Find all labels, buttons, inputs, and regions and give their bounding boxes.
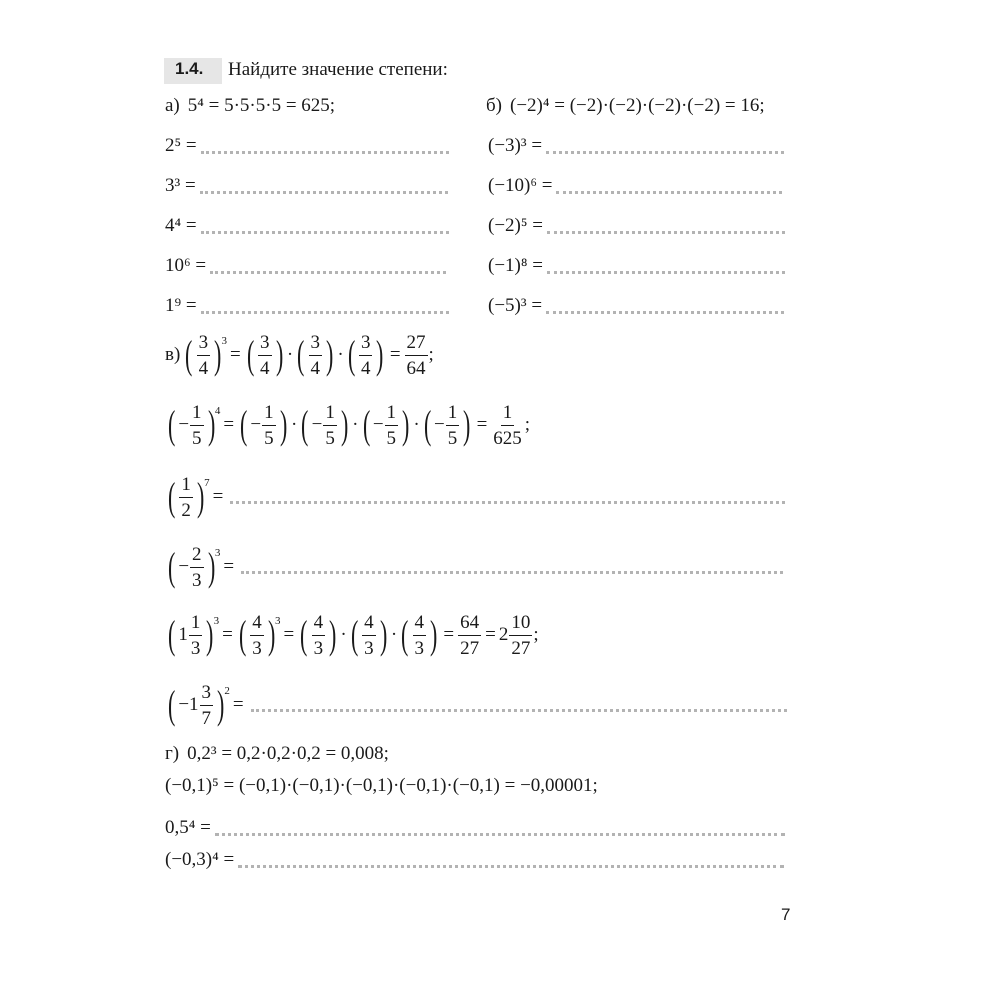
part-g-example-2: (−0,1)⁵ = (−0,1)·(−0,1)·(−0,1)·(−0,1)·(−0,1) = −0,00001; — [165, 775, 598, 796]
exercise-expression: (−10)⁶ = — [488, 175, 553, 196]
part-v-example-2: ( − $\frac{1}{5}$ ) 4 = ( − $\frac{1}{5}$ ) · ( − $\frac{1}{5}$ ) · ( − $\frac{1}{5}$ ) · ( − $\frac{1}{5}$ ) = $\frac{1}{625}$ ; — [167, 401, 531, 449]
answer-blank[interactable] — [201, 231, 449, 234]
answer-blank[interactable] — [546, 311, 784, 314]
answer-blank[interactable] — [230, 501, 785, 504]
exercise-expression: (−3)³ = — [488, 135, 543, 156]
answer-blank[interactable] — [546, 151, 784, 154]
part-b-marker: б) — [486, 95, 502, 116]
part-v-marker: в) — [165, 344, 181, 365]
exercise-row — [165, 246, 446, 286]
exercise-row — [165, 166, 448, 206]
result-fraction: $\frac{27}{64}$ — [406, 331, 426, 379]
part-g-example-2-row — [165, 766, 598, 806]
exercise-row — [488, 126, 784, 166]
fraction: $\frac{3}{4}$ — [198, 331, 209, 379]
exercise-row: ( − 1 $\frac{3}{7}$ ) 2 = — [165, 676, 787, 734]
exercise-expression: 4⁴ = — [165, 215, 197, 236]
part-a-example: 5⁴ = 5·5·5·5 = 625; — [187, 95, 336, 116]
exercise-expression: (−1)⁸ = — [488, 255, 543, 276]
answer-blank[interactable] — [547, 231, 785, 234]
answer-blank[interactable] — [241, 571, 783, 574]
exercise-row — [165, 126, 449, 166]
answer-blank[interactable] — [556, 191, 782, 194]
exercise-row: ( $\frac{1}{2}$ ) 7 = — [165, 468, 785, 526]
exercise-row — [165, 206, 449, 246]
exercise-expression: 2⁵ = — [165, 135, 197, 156]
part-g-example-1: 0,2³ = 0,2·0,2·0,2 = 0,008; — [187, 743, 389, 764]
exercise-expression: 1⁹ = — [165, 295, 197, 316]
exercise-row — [488, 246, 785, 286]
part-a-marker: а) — [165, 95, 180, 116]
exercise-expression: (−0,3)⁴ = — [165, 849, 235, 870]
exercise-expression: 10⁶ = — [165, 255, 207, 276]
task-title: Найдите значение степени: — [228, 59, 448, 80]
answer-blank[interactable] — [547, 271, 785, 274]
exercise-row: ( − $\frac{2}{3}$ ) 3 = — [165, 538, 783, 596]
exercise-expression: (−2)⁵ = — [488, 215, 543, 236]
part-v-example-1: в) ( $\frac{3}{4}$ ) 3 = ( $\frac{3}{4}$ ) · ( $\frac{3}{4}$ ) · ( $\frac{3}{4}$ ) = $\frac{27}{64}$ ; — [165, 331, 434, 379]
part-b-example-row — [486, 86, 765, 126]
answer-blank[interactable] — [251, 709, 787, 712]
exercise-row — [488, 166, 782, 206]
answer-blank[interactable] — [210, 271, 446, 274]
answer-blank[interactable] — [215, 833, 785, 836]
exercise-expression: (−5)³ = — [488, 295, 543, 316]
part-a-example-row — [165, 86, 335, 126]
exercise-row — [165, 840, 784, 880]
part-g-marker: г) — [165, 743, 180, 764]
exercise-row — [488, 206, 785, 246]
task-number: 1.4. — [175, 59, 204, 78]
answer-blank[interactable] — [201, 311, 449, 314]
result-fraction: $\frac{1}{625}$ — [493, 401, 522, 449]
part-b-example: (−2)⁴ = (−2)·(−2)·(−2)·(−2) = 16; — [510, 95, 765, 116]
exercise-row — [165, 286, 449, 326]
exercise-row — [488, 286, 784, 326]
answer-blank[interactable] — [238, 865, 784, 868]
answer-blank[interactable] — [201, 151, 449, 154]
page-number: 7 — [781, 905, 791, 924]
exercise-expression: 3³ = — [165, 175, 196, 196]
exercise-expression: 0,5⁴ = — [165, 817, 211, 838]
answer-blank[interactable] — [200, 191, 448, 194]
part-v-example-3: ( 1 $\frac{1}{3}$ ) 3 = ( $\frac{4}{3}$ ) 3 = ( $\frac{4}{3}$ ) · ( $\frac{4}{3}$ ) · ( $\frac{4}{3}$ ) = $\frac{64}{27}$ = 2 $\frac{10}{27}$ ; — [167, 611, 539, 659]
